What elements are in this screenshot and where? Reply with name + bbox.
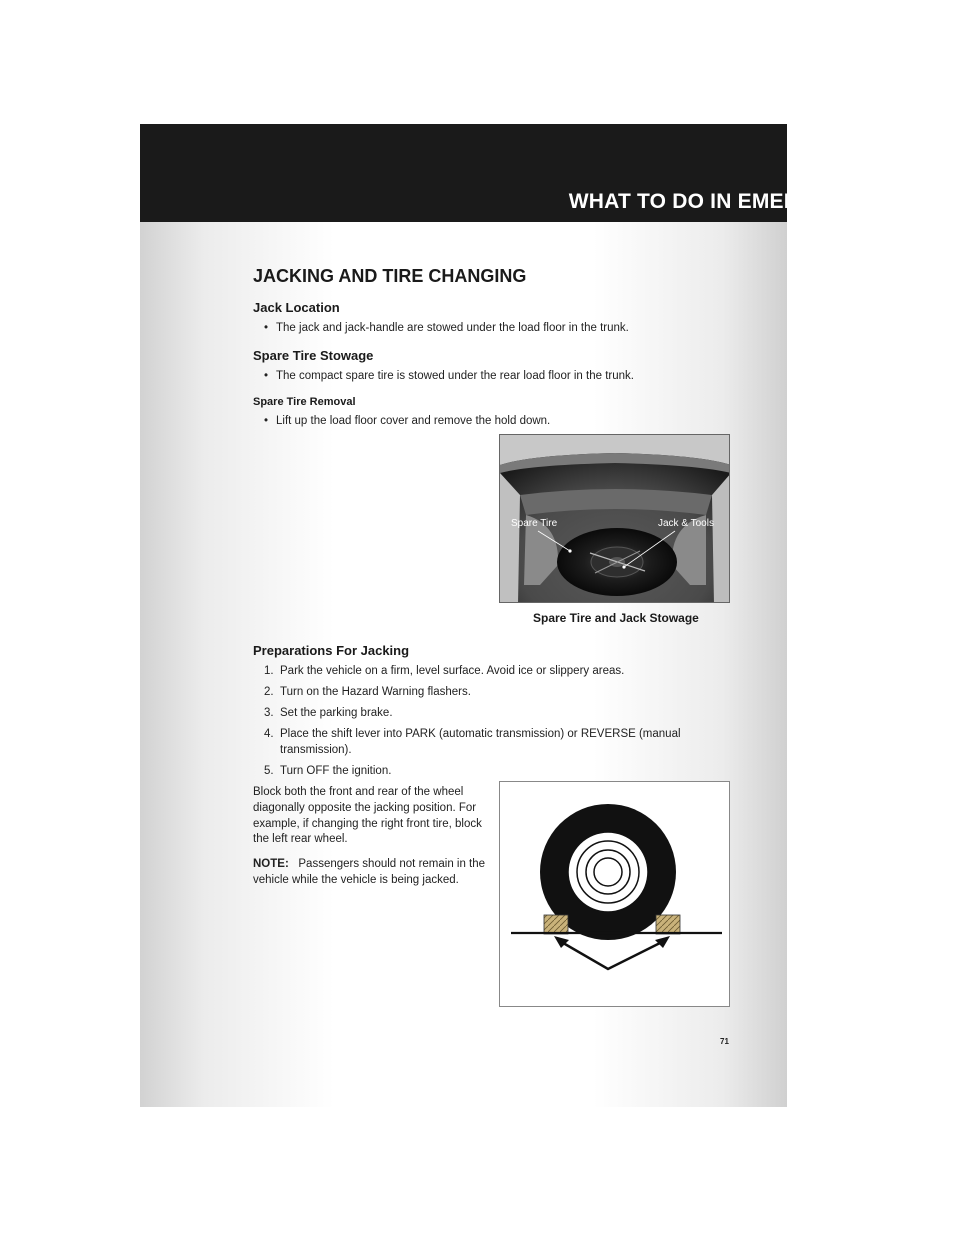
bullet-dot: • bbox=[264, 370, 269, 382]
step-text: Park the vehicle on a firm, level surface. Avoid ice or slippery areas. bbox=[280, 665, 625, 677]
step-text: Turn on the Hazard Warning flashers. bbox=[280, 686, 471, 698]
bullet-dot: • bbox=[264, 415, 269, 427]
wheel-blocking-illustration bbox=[500, 782, 729, 1006]
spare-tire-stowage-bullet bbox=[264, 370, 634, 382]
list-item bbox=[264, 706, 704, 722]
preparations-heading: Preparations For Jacking bbox=[253, 643, 410, 658]
jack-location-bullet bbox=[264, 322, 629, 334]
step-text: Place the shift lever into PARK (automatic transmission) or REVERSE (manual transmission). bbox=[280, 728, 681, 756]
step-number: 3. bbox=[264, 707, 274, 719]
spare-tire-removal-heading: Spare Tire Removal bbox=[253, 396, 356, 408]
list-item bbox=[264, 685, 704, 701]
note-label: NOTE: bbox=[253, 858, 289, 870]
page-number: 71 bbox=[720, 1037, 729, 1046]
step-text: Turn OFF the ignition. bbox=[280, 764, 392, 777]
note-paragraph bbox=[253, 857, 489, 889]
step-text: Set the parking brake. bbox=[280, 707, 393, 719]
note-text: Passengers should not remain in the vehicle while the vehicle is being jacked. bbox=[253, 858, 486, 886]
list-item bbox=[264, 727, 704, 758]
spare-tire-label: Spare Tire bbox=[511, 518, 558, 529]
step-number: 2. bbox=[264, 686, 274, 698]
wheel-chock-diagram bbox=[499, 781, 730, 1007]
section-title: JACKING AND TIRE CHANGING bbox=[253, 266, 527, 286]
preparation-steps bbox=[264, 664, 704, 785]
step-number: 5. bbox=[264, 764, 274, 777]
bullet-text: The compact spare tire is stowed under the rear load floor in the trunk. bbox=[276, 370, 634, 382]
step-number: 1. bbox=[264, 665, 274, 677]
bullet-text: The jack and jack-handle are stowed under the load floor in the trunk. bbox=[276, 322, 629, 334]
bullet-text: Lift up the load floor cover and remove the hold down. bbox=[276, 415, 551, 427]
jack-location-heading: Jack Location bbox=[253, 300, 340, 315]
trunk-photo-illustration bbox=[500, 435, 730, 603]
bullet-dot: • bbox=[264, 322, 269, 334]
photo-caption: Spare Tire and Jack Stowage bbox=[533, 611, 699, 625]
list-item bbox=[264, 764, 704, 780]
list-item bbox=[264, 664, 704, 680]
spare-tire-removal-bullet bbox=[264, 415, 550, 427]
jack-tools-label: Jack & Tools bbox=[658, 518, 714, 529]
spare-tire-stowage-heading: Spare Tire Stowage bbox=[253, 348, 374, 363]
trunk-photo bbox=[499, 434, 730, 603]
block-wheel-paragraph: Block both the front and rear of the wheel diagonally opposite the jacking position. For example, if changing the right front tire, block the left rear wheel. bbox=[253, 786, 482, 846]
step-number: 4. bbox=[264, 728, 274, 740]
chapter-title: WHAT TO DO IN EMERGENCIES bbox=[568, 190, 895, 213]
